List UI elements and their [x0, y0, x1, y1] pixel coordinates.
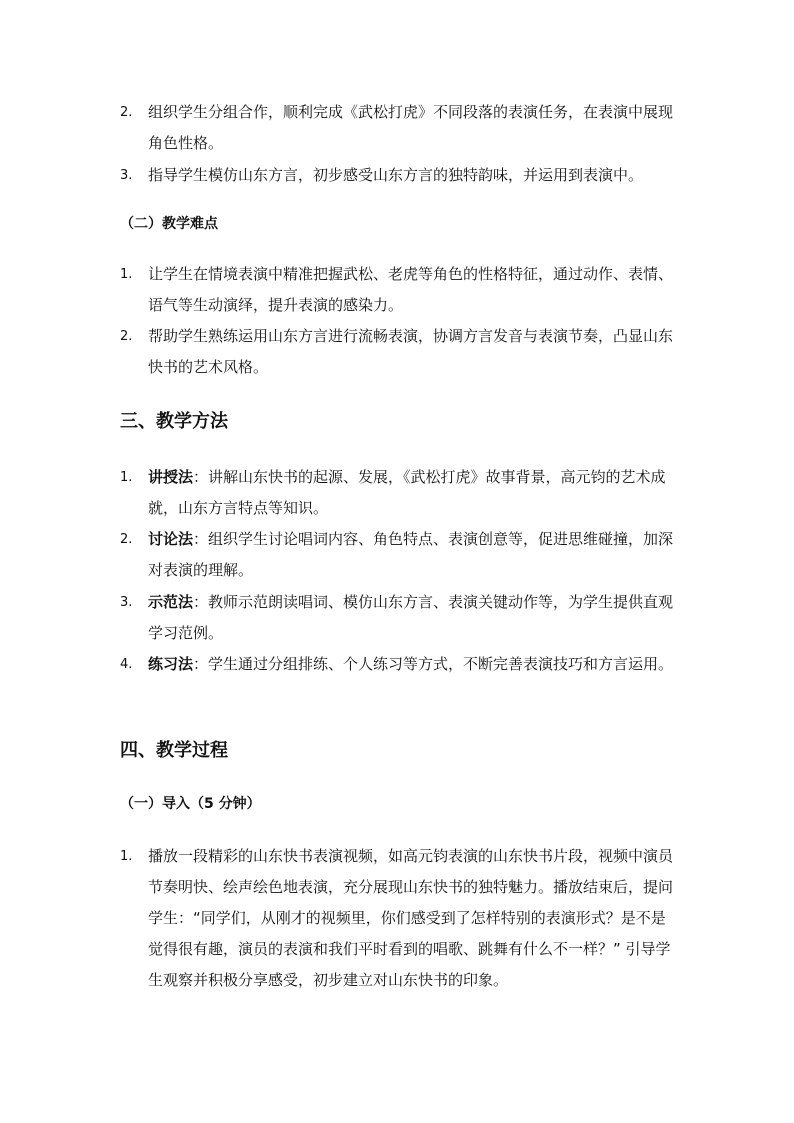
list-text	[148, 462, 680, 524]
list-text: 指导学生模仿山东方言，初步感受山东方言的独特韵味，并运用到表演中。	[148, 166, 644, 184]
list-item	[120, 259, 680, 321]
section-heading: 四、教学过程	[120, 740, 228, 761]
list-text	[148, 587, 680, 649]
method-term: 讲授法	[148, 468, 194, 486]
section-heading: 三、教学方法	[120, 411, 228, 432]
method-description: ：学生通过分组排练、个人练习等方式，不断完善表演技巧和方言运用。	[193, 655, 674, 673]
list-text: 播放一段精彩的山东快书表演视频，如高元钧表演的山东快书片段，视频中演员节奏明快、绘声绘色地表演，充分展现山东快书的独特魅力。播放结束后，提问学生：“同学们，从刚才的视频里，你们感受到了怎样特别的表演形式？是不是觉得很有趣，演员的表演和我们平时看到的唱歌、跳舞有什么不一样？” 引导学生观察并积极分享感受，初步建立对山东快书的印象。	[148, 847, 674, 989]
list-number: 1.	[120, 849, 133, 864]
section-subheading: （二）教学难点	[120, 216, 218, 232]
list-item	[120, 97, 680, 159]
list-number: 4.	[120, 657, 133, 672]
method-description: ：教师示范朗读唱词、模仿山东方言、表演关键动作等，为学生提供直观学习范例。	[148, 593, 674, 642]
list-number: 1.	[120, 470, 133, 485]
list-number: 2.	[120, 105, 133, 120]
list-number: 3.	[120, 595, 133, 610]
list-item	[120, 524, 680, 586]
method-description: ：讲解山东快书的起源、发展，《武松打虎》故事背景，高元钧的艺术成就，山东方言特点等知识。	[148, 468, 666, 517]
list-item	[120, 321, 680, 383]
list-item	[120, 160, 680, 191]
section-subheading: （一）导入（5 分钟）	[120, 796, 261, 812]
method-term: 讨论法	[148, 530, 194, 548]
list-number: 1.	[120, 267, 133, 282]
method-term: 示范法	[148, 593, 194, 611]
list-item	[120, 649, 680, 680]
list-text: 让学生在情境表演中精准把握武松、老虎等角色的性格特征，通过动作、表情、语气等生动演绎，提升表演的感染力。	[148, 265, 674, 314]
list-item	[120, 841, 680, 996]
list-number: 2.	[120, 329, 133, 344]
list-text: 帮助学生熟练运用山东方言进行流畅表演，协调方言发音与表演节奏，凸显山东快书的艺术风格。	[148, 327, 674, 376]
list-number: 2.	[120, 532, 133, 547]
list-text: 组织学生分组合作，顺利完成《武松打虎》不同段落的表演任务，在表演中展现角色性格。	[148, 103, 674, 152]
method-description: ：组织学生讨论唱词内容、角色特点、表演创意等，促进思维碰撞，加深对表演的理解。	[148, 530, 674, 579]
list-item	[120, 587, 680, 649]
list-text	[148, 649, 680, 680]
method-term: 练习法	[148, 655, 194, 673]
list-item	[120, 462, 680, 524]
list-text	[148, 524, 680, 586]
list-number: 3.	[120, 168, 133, 183]
